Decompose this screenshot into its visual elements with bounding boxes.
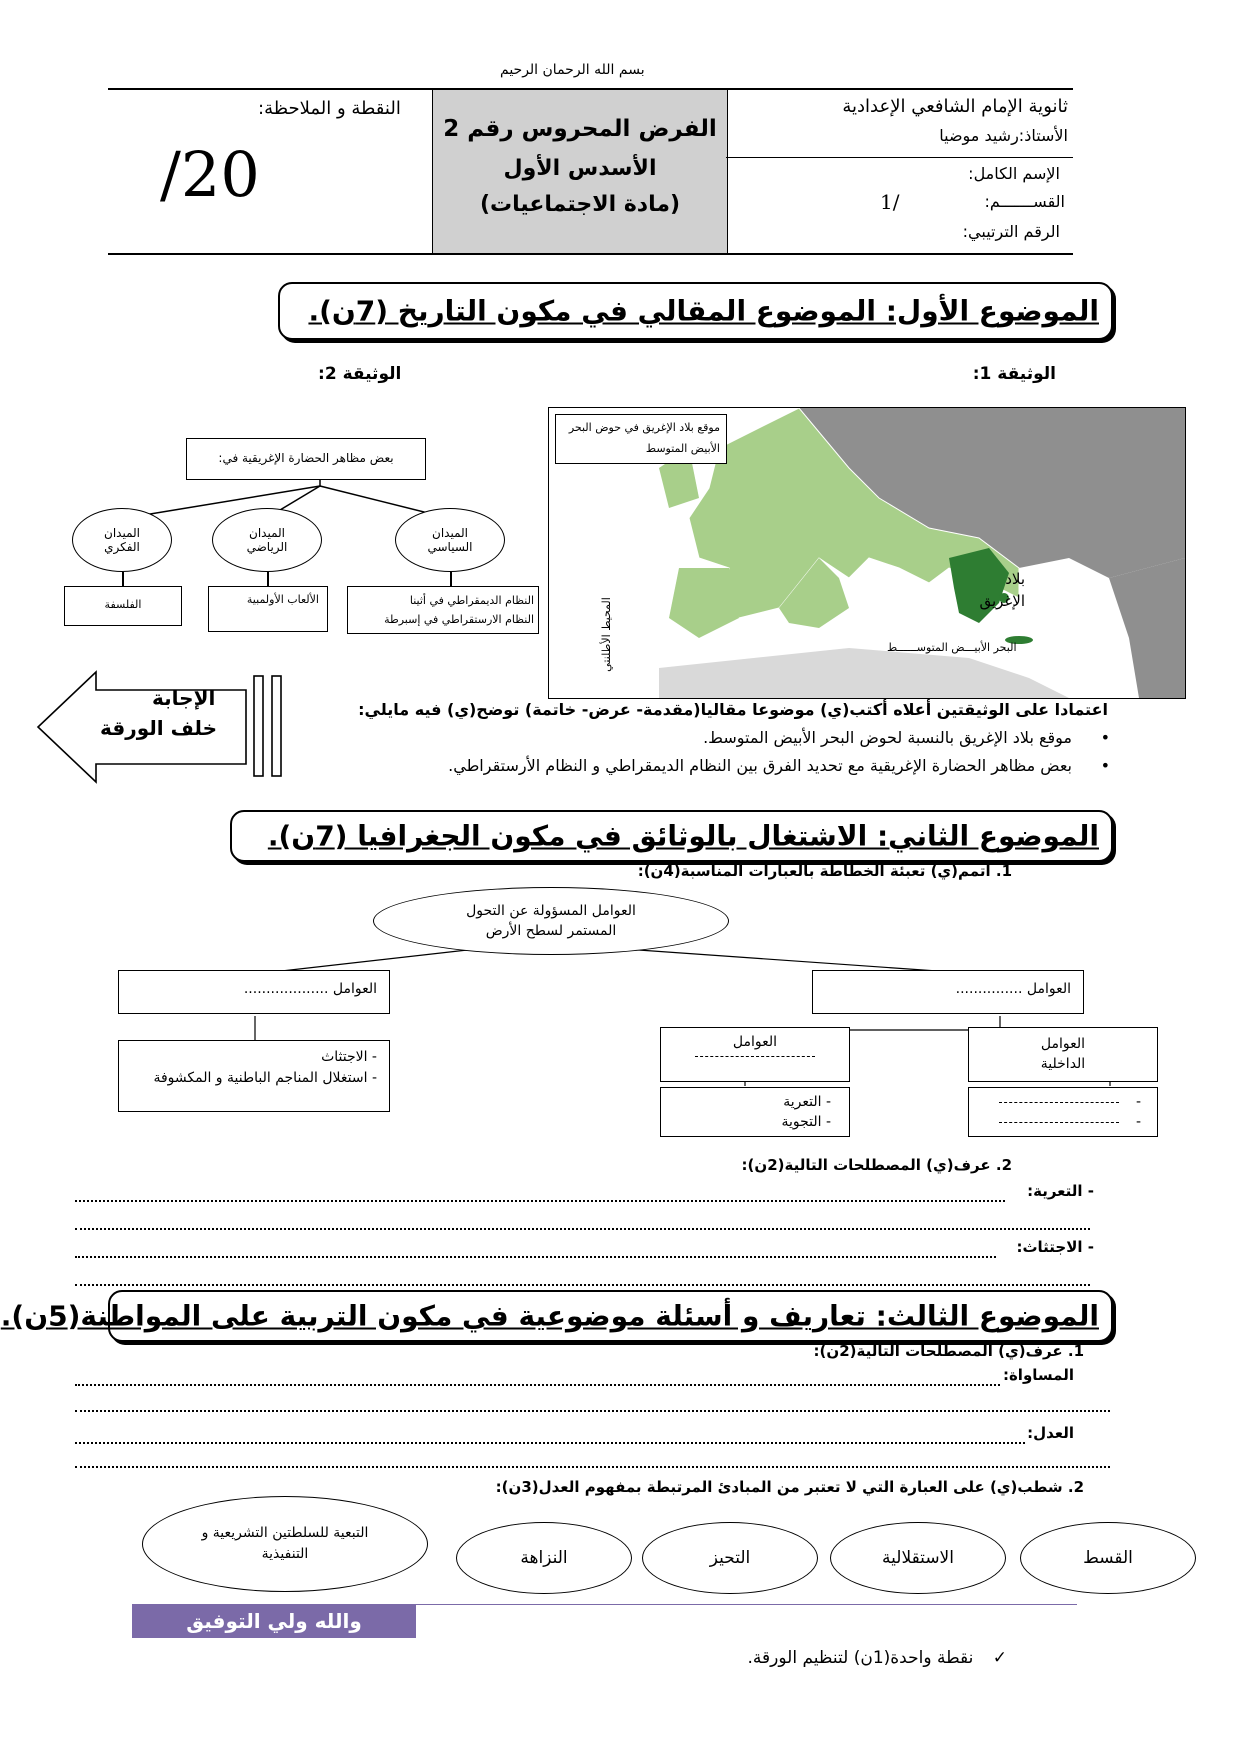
doc2-link-3 [122, 572, 124, 586]
s2-mid-box [660, 1027, 850, 1082]
school-name: ثانوية الإمام الشافعي الإعدادية [842, 96, 1068, 117]
answer-arrow-text-1: الإجابة [152, 686, 216, 710]
s2-right-box: العوامل ............... [812, 970, 1084, 1014]
option-qist[interactable]: القسط [1020, 1522, 1196, 1594]
s3-term2-line2 [75, 1466, 1110, 1468]
map-caption: موقع بلاد الإغريق في حوض البحر الأبيض المتوسط [555, 414, 727, 464]
section1-title: الموضوع الأول: الموضوع المقالي في مكون التاريخ (7ن). [308, 294, 1099, 328]
name-label: الإسم الكامل: [968, 164, 1060, 183]
s2-term2-line2 [75, 1284, 1090, 1286]
section2-title-box [230, 810, 1113, 862]
map-greece-label: بلاد الإغريق [979, 570, 1025, 610]
answer-arrow-text-2: خلف الورقة [100, 716, 218, 740]
grade-value: /20 [160, 138, 260, 211]
bullet-2 [310, 756, 1110, 784]
bullet-1 [310, 728, 1110, 756]
number-label: الرقم الترتيبي: [962, 222, 1060, 241]
check-icon: ✓ [992, 1648, 1007, 1668]
exam-title-1: الفرض المحروس رقم 2 [443, 116, 717, 142]
s2-inner-box: العوامل الداخلية [968, 1027, 1158, 1082]
greece-map [548, 407, 1186, 699]
section3-title-box [0, 1290, 1113, 1342]
s3-term2: العدل: [1027, 1424, 1074, 1442]
doc2-node-political: الميدان السياسي [395, 508, 505, 572]
section3-title: الموضوع الثالث: تعاريف و أسئلة موضوعية في مكون التربية على المواطنة(5ن). [0, 1299, 1099, 1333]
s2-term2-line1 [75, 1256, 996, 1258]
doc1-label: الوثيقة 1: [972, 364, 1056, 384]
doc2-leaf-olympics: الألعاب الأولمبية [208, 586, 328, 632]
exam-title-block [432, 90, 728, 253]
s2-left-item-1: - الاجتثاث [321, 1049, 377, 1065]
bullet-1-text: موقع بلاد الإغريق بالنسبة لحوض البحر الأبيض المتوسط. [703, 728, 1072, 747]
s2-mid-item-1: - التعرية [783, 1094, 831, 1110]
header-mid-rule [726, 157, 1073, 158]
s2-left-items [118, 1040, 390, 1112]
class-label: القســـــــم: [984, 192, 1065, 211]
class-value: 1/ [880, 190, 900, 214]
s2-term1-line1 [75, 1200, 1005, 1202]
s2-mid-item-2: - التجوية [781, 1114, 831, 1130]
map-sea-label: البحر الأبيـــض المتوســــــط [887, 641, 1017, 654]
header-bottom-rule [108, 253, 1073, 255]
exam-title-3: (مادة الاجتماعيات) [479, 192, 681, 217]
s2-mid-items [660, 1087, 850, 1137]
doc2-node-sports: الميدان الرياضي [212, 508, 322, 572]
s3-term1: المساواة: [1002, 1366, 1074, 1384]
footer-note: نقطة واحدة(1ن) لتنظيم الورقة. [747, 1648, 974, 1668]
option-independence[interactable]: الاستقلالية [830, 1522, 1006, 1594]
option-dependence[interactable]: التبعية للسلطتين التشريعية و التنفيذية [142, 1496, 428, 1592]
grade-label: النقطة و الملاحظة: [258, 98, 401, 119]
doc2-link-1 [450, 572, 452, 586]
footer-note-row [748, 1648, 1007, 1668]
section2-q2: 2. عرف(ي) المصطلحات التالية(2ن): [741, 1156, 1012, 1174]
s2-mid-box-label: العوامل [732, 1034, 778, 1050]
s2-inner-item-2 [985, 1112, 1141, 1132]
s2-left-item-2: - استغلال المناجم الباطنية و المكشوفة [153, 1070, 377, 1086]
bullet-dot: • [1100, 728, 1110, 747]
s2-inner-item-2-blank [999, 1122, 1119, 1123]
doc2-leaf-aristocracy: النظام الارستقراطي في إسبرطة [384, 613, 534, 626]
s2-term1: - التعرية: [1027, 1182, 1094, 1200]
option-integrity[interactable]: النزاهة [456, 1522, 632, 1594]
s3-term1-line2 [75, 1410, 1110, 1412]
s2-root: العوامل المسؤولة عن التحول المستمر لسطح الأرض [373, 887, 729, 955]
s2-mid-box-blank [695, 1056, 815, 1057]
teacher-name: الأستاذ:رشيد موضيا [939, 126, 1068, 145]
section3-q1: 1. عرف(ي) المصطلحات التالية(2ن): [813, 1342, 1084, 1360]
s2-left-box: العوامل ................... [118, 970, 390, 1014]
section2-q1: 1. أتمم(ي) تعبئة الخطاطة بالعبارات المناسبة(4ن): [637, 862, 1012, 880]
section1-title-box [278, 282, 1113, 340]
option-bias[interactable]: التحيز [642, 1522, 818, 1594]
s2-inner-item-2-dash: - [1135, 1114, 1141, 1130]
s2-inner-item-1-dash: - [1135, 1094, 1141, 1110]
doc2-leaf-political [347, 586, 539, 634]
section1-instruction: اعتمادا على الوثيقتين أعلاه أكتب(ي) موضوعا مقاليا(مقدمة- عرض- خاتمة) توضح(ي) فيه مايلي: [358, 700, 1108, 719]
s2-inner-item-1 [985, 1092, 1141, 1112]
section1-bullets [310, 728, 1110, 784]
doc2-leaf-philosophy: الفلسفة [64, 586, 182, 626]
s2-term1-line2 [75, 1228, 1090, 1230]
closing-banner: والله ولي التوفيق [132, 1604, 416, 1638]
doc2-link-2 [267, 572, 269, 586]
doc2-label: الوثيقة 2: [318, 364, 402, 384]
exam-title-2: الأسدس الأول [503, 156, 657, 181]
map-ocean-label: المحيط الأطلنتي [599, 597, 613, 672]
doc2-root: بعض مظاهر الحضارة الإغريقية في: [186, 438, 426, 480]
s2-term2: - الاجتثاث: [1016, 1238, 1094, 1256]
section2-title: الموضوع الثاني: الاشتغال بالوثائق في مكون الجغرافيا (7ن). [267, 819, 1099, 853]
s2-inner-item-1-blank [999, 1102, 1119, 1103]
s2-inner-items [968, 1087, 1158, 1137]
doc2-leaf-democracy: النظام الديمقراطي في أثينا [409, 594, 534, 607]
s3-term1-line1 [75, 1384, 1000, 1386]
basmala: بسم الله الرحمان الرحيم [500, 62, 645, 78]
bullet-dot: • [1100, 756, 1110, 775]
bullet-2-text: بعض مظاهر الحضارة الإغريقية مع تحديد الفرق بين النظام الديمقراطي و النظام الأرستقراطي. [448, 756, 1072, 775]
section3-q2: 2. شطب(ي) على العبارة التي لا تعتبر من المبادئ المرتبطة بمفهوم العدل(3ن): [495, 1478, 1084, 1496]
s3-term2-line1 [75, 1442, 1025, 1444]
doc2-node-intellectual: الميدان الفكري [72, 508, 172, 572]
